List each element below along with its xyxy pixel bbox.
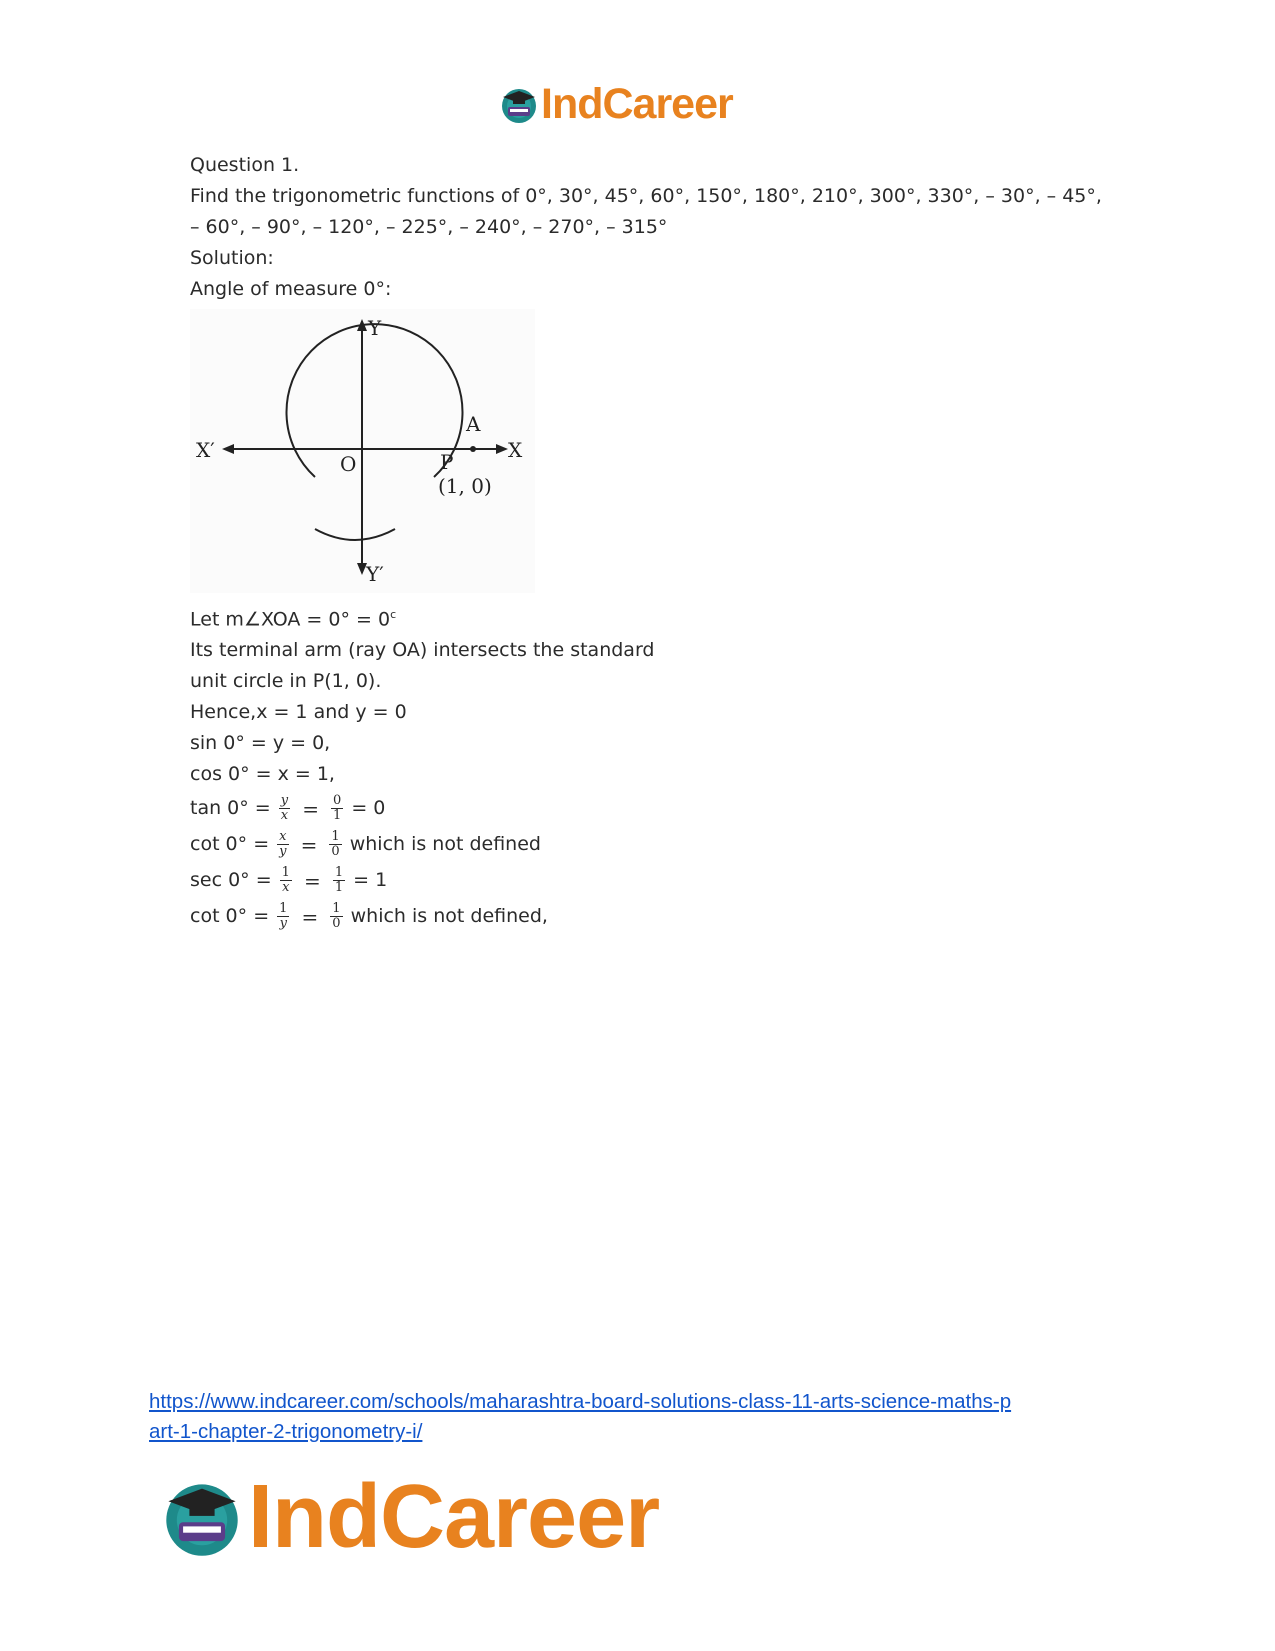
indcareer-logo-bottom [160,1466,659,1569]
label-p: P [440,450,454,474]
question-text: Find the trigonometric functions of 0°, 30°, 45°, 60°, 150°, 180°, 210°, 300°, 330°, – 30°, – 45°, – 60°, – 90°, – 120°, – 225°, – 240°, – 270°, – 315° [190,185,1102,238]
unit-circle-diagram [190,309,535,593]
label-x: X [508,438,523,462]
fraction: $\frac{y}{x}$ [280,793,289,824]
logo-text: IndCareer [248,1467,660,1567]
fraction: $\frac{1}{x}$ [281,865,290,896]
cos-line: cos 0° = x = 1, [190,763,335,786]
fraction: $\frac{x}{y}$ [279,829,287,860]
fraction: $\frac{1}{0}$ [331,829,340,860]
unit-circle-arc [287,324,463,477]
solution-label: Solution: [190,247,274,269]
url-line-2[interactable]: art-1-chapter-2-trigonometry-i/ [149,1420,423,1443]
graduation-cap-globe-icon [160,1476,244,1560]
terminal-arm-line-2: unit circle in P(1, 0). [190,670,382,693]
point-a [470,446,476,452]
fraction: $\frac{1}{0}$ [332,901,341,932]
url-line-1[interactable]: https://www.indcareer.com/schools/maharashtra-board-solutions-class-11-arts-science-maths-p [149,1390,1012,1413]
fraction: $\frac{0}{1}$ [333,793,342,824]
source-url-link[interactable] [149,1387,1109,1447]
terminal-arm-line-1: Its terminal arm (ray OA) intersects the standard [190,639,655,662]
label-x-prime: X′ [196,438,215,462]
hence-line: Hence,x = 1 and y = 0 [190,701,407,724]
let-line-sup: c [390,608,397,621]
graduation-cap-globe-icon [499,85,539,125]
fraction: $\frac{1}{y}$ [279,901,288,932]
document-body [190,150,1110,934]
logo-text: IndCareer [541,80,733,128]
let-line-text: Let m∠XOA = 0° = 0 [190,608,391,631]
label-origin: O [340,452,357,476]
unit-circle-lower-arc [315,529,395,540]
tan-line: tan 0° = $\frac{y}{x}$ = $\frac{0}{1}$ = 0 [190,793,386,824]
angle-heading: Angle of measure 0°: [190,278,392,300]
label-y: Y [368,316,382,340]
label-p-coords: (1, 0) [438,474,492,498]
cot-line: cot 0° = $\frac{x}{y}$ = $\frac{1}{0}$ which is not defined [190,829,541,860]
indcareer-logo-top [499,80,733,129]
fraction: $\frac{1}{1}$ [334,865,344,896]
label-a: A [466,412,481,436]
let-line [190,599,1110,635]
cot-line-2: cot 0° = $\frac{1}{y}$ = $\frac{1}{0}$ which is not defined, [190,901,548,932]
question-title: Question 1. [190,154,300,176]
label-y-prime: Y′ [366,562,384,586]
sin-line: sin 0° = y = 0, [190,732,331,755]
sec-line: sec 0° = $\frac{1}{x}$ = $\frac{1}{1}$ = 1 [190,865,388,896]
